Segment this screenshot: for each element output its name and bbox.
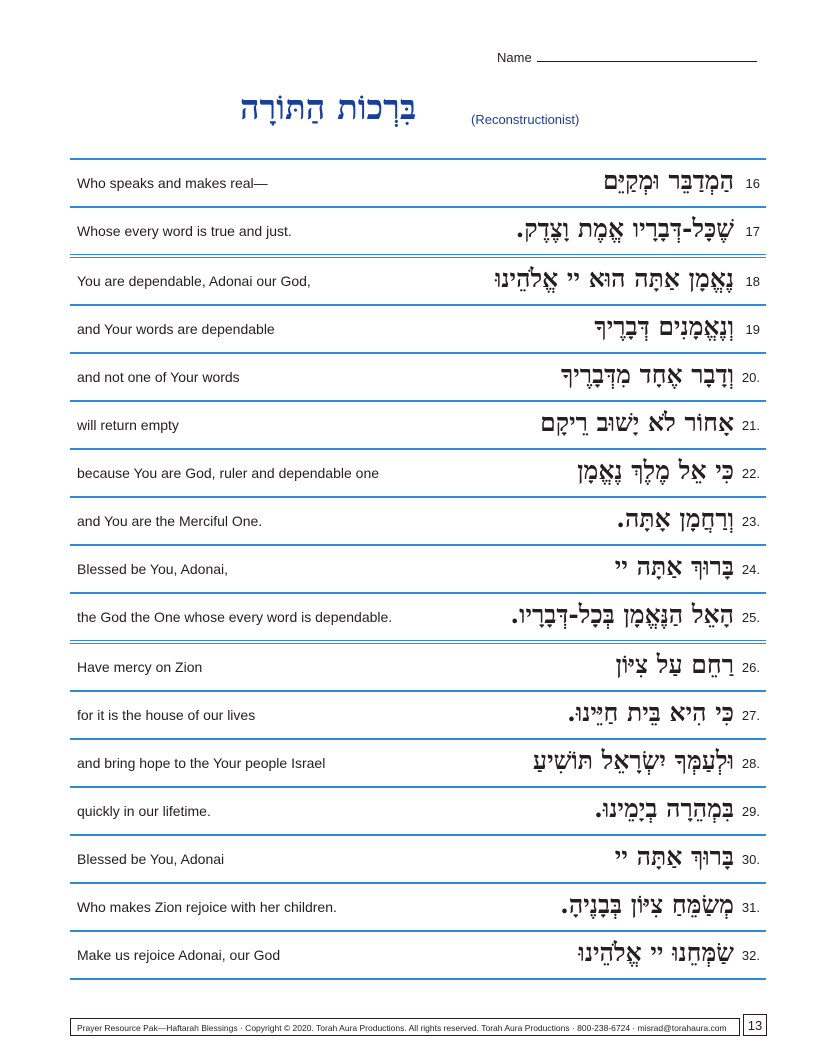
- blessing-row: [70, 496, 766, 544]
- hebrew-line: כִּי אֵל מֶלֶךְ נֶאֱמָן: [577, 456, 734, 485]
- hebrew-line: הַמְדַבֵּר וּמְקַיֵּם: [602, 166, 734, 195]
- line-number: 17: [745, 224, 760, 239]
- english-translation: Blessed be You, Adonai: [77, 851, 225, 867]
- page-subtitle: (Reconstructionist): [471, 112, 580, 127]
- english-translation: and Your words are dependable: [77, 321, 275, 337]
- hebrew-line: וְנֶאֱמָנִים דְּבָרֶיךָ: [594, 312, 734, 341]
- line-number: 23.: [741, 514, 760, 529]
- english-translation: and not one of Your words: [77, 369, 240, 385]
- blessing-row: [70, 206, 766, 254]
- blessing-row: [70, 690, 766, 738]
- english-translation: and bring hope to the Your people Israel: [77, 755, 326, 771]
- hebrew-line: רַחֵם עַל צִיּוֹן: [615, 650, 734, 679]
- english-translation: Make us rejoice Adonai, our God: [77, 947, 281, 963]
- english-translation: the God the One whose every word is dependable.: [77, 609, 393, 625]
- line-number: 31.: [741, 900, 760, 915]
- hebrew-line: כִּי הִיא בֵּית חַיֵּינוּ.: [567, 698, 734, 727]
- hebrew-line: בָּרוּךְ אַתָּה יי: [614, 552, 734, 581]
- hebrew-line: שֶׁכָּל-דְּבָרָיו אֱמֶת וָצֶדֶק.: [515, 214, 734, 243]
- name-field: [497, 49, 757, 65]
- english-translation: because You are God, ruler and dependable one: [77, 465, 380, 481]
- page-title-hebrew: בִּרְכוֹת הַתּוֹרָה: [240, 88, 417, 128]
- blessing-row: [70, 592, 766, 640]
- line-number: 20.: [741, 370, 760, 385]
- blessing-row: [70, 786, 766, 834]
- english-translation: Whose every word is true and just.: [77, 223, 292, 239]
- english-translation: Have mercy on Zion: [77, 659, 203, 675]
- hebrew-line: וּלְעַמְּךָ יִשְׂרָאֵל תּוֹשִׁיעַ: [532, 746, 734, 775]
- hebrew-line: אָחוֹר לֹא יָשׁוּב רֵיקָם: [540, 408, 734, 437]
- hebrew-line: וְרַחֲמָן אָתָּה.: [616, 504, 734, 533]
- blessing-row: [70, 738, 766, 786]
- english-translation: Who speaks and makes real—: [77, 175, 268, 191]
- english-translation: Who makes Zion rejoice with her children.: [77, 899, 337, 915]
- line-number: 21.: [741, 418, 760, 433]
- hebrew-line: נֶאֱמָן אַתָּה הוּא יי אֱלֹהֵינוּ: [494, 264, 734, 293]
- line-number: 28.: [741, 756, 760, 771]
- english-translation: will return empty: [77, 417, 179, 433]
- english-translation: for it is the house of our lives: [77, 707, 256, 723]
- line-number: 30.: [741, 852, 760, 867]
- line-number: 16: [745, 176, 760, 191]
- copyright-footer: Prayer Resource Pak—Haftarah Blessings · Copyright © 2020. Torah Aura Productions. All rights reserved. Torah Aura Productions · 800-238-6724 · misrad@torahaura.com: [70, 1018, 740, 1036]
- blessing-row: [70, 640, 766, 690]
- english-translation: and You are the Merciful One.: [77, 513, 263, 529]
- hebrew-line: וְדָבָר אֶחָד מִדְּבָרֶיךָ: [560, 360, 734, 389]
- blessing-lines: [70, 158, 766, 980]
- name-label: Name: [497, 50, 532, 65]
- line-number: 32.: [741, 948, 760, 963]
- line-number: 29.: [741, 804, 760, 819]
- english-translation: You are dependable, Adonai our God,: [77, 273, 311, 289]
- hebrew-line: בִּמְהֵרָה בְיָמֵינוּ.: [594, 794, 734, 823]
- line-number: 19: [745, 322, 760, 337]
- page-title-block: [240, 88, 600, 138]
- english-translation: quickly in our lifetime.: [77, 803, 211, 819]
- blessing-row: [70, 254, 766, 304]
- line-number: 25.: [741, 610, 760, 625]
- line-number: 22.: [741, 466, 760, 481]
- blessing-row: [70, 834, 766, 882]
- blessing-row: [70, 544, 766, 592]
- line-number: 26.: [741, 660, 760, 675]
- english-translation: Blessed be You, Adonai,: [77, 561, 229, 577]
- blessing-row: [70, 304, 766, 352]
- blessing-row: [70, 448, 766, 496]
- page-number: 13: [743, 1014, 767, 1036]
- line-number: 18: [745, 274, 760, 289]
- blessing-row: [70, 882, 766, 930]
- blessing-row: [70, 352, 766, 400]
- line-number: 24.: [741, 562, 760, 577]
- hebrew-line: הָאֵל הַנֶּאֱמָן בְּכָל-דְּבָרָיו.: [510, 600, 734, 629]
- name-blank-line: [537, 49, 757, 62]
- blessing-row: [70, 400, 766, 448]
- hebrew-line: שַׂמְּחֵנוּ יי אֱלֹהֵינוּ: [578, 938, 734, 967]
- hebrew-line: מְשַׂמֵּחַ צִיּוֹן בְּבָנֶיהָ.: [560, 890, 734, 919]
- hebrew-line: בָּרוּךְ אַתָּה יי: [614, 842, 734, 871]
- line-number: 27.: [741, 708, 760, 723]
- blessing-row: [70, 158, 766, 206]
- blessing-row: [70, 930, 766, 980]
